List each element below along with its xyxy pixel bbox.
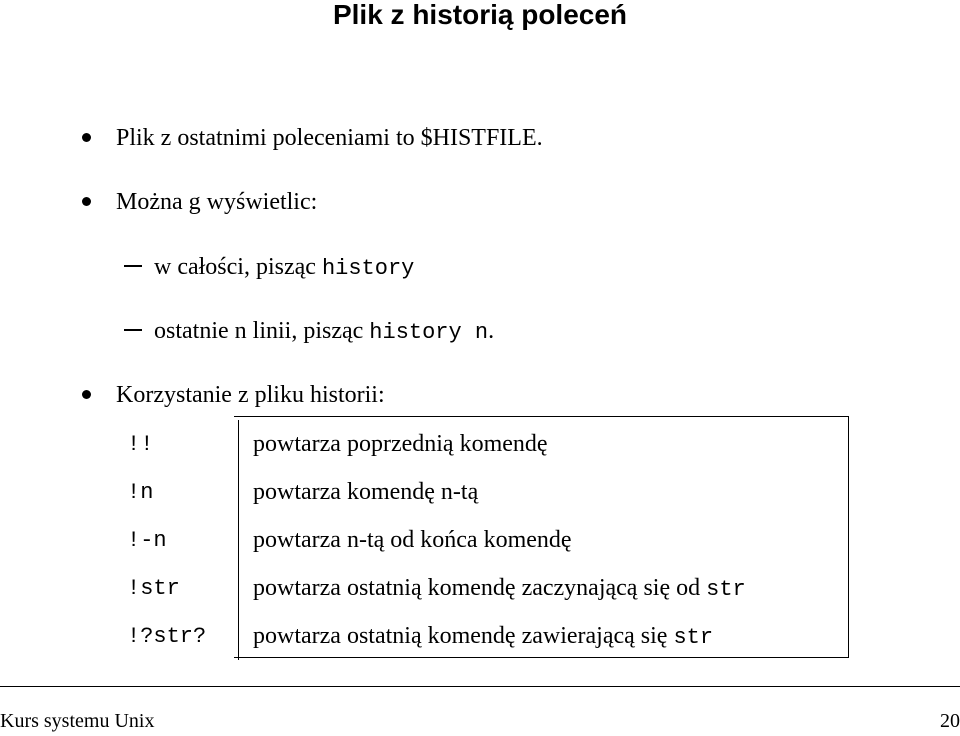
description-code: str <box>706 576 746 602</box>
description-text: powtarza ostatnią komendę zaczynającą się od <box>253 574 707 601</box>
page-title: Plik z historią poleceń <box>332 0 628 30</box>
description-cell <box>239 468 760 516</box>
bullet-text: Można g wyświetlic: <box>116 189 318 215</box>
command-cell: !n <box>127 468 239 516</box>
table-row <box>127 468 760 516</box>
bullet-dot-icon <box>82 133 91 142</box>
dash-icon <box>124 265 142 267</box>
bullet-text: Korzystanie z pliku historii: <box>116 382 385 408</box>
description-text: powtarza ostatnią komendę zawierającą się <box>253 622 674 649</box>
bullet-item <box>82 380 385 410</box>
sub-bullet-text: w całości, pisząc <box>154 254 322 280</box>
description-text: powtarza komendę n-tą <box>253 478 479 505</box>
description-code: str <box>673 624 714 650</box>
command-cell: !?str? <box>127 612 239 660</box>
bullet-dot-icon <box>82 197 91 206</box>
description-text: powtarza poprzednią komendę <box>253 430 548 457</box>
command-cell: !str <box>127 564 239 612</box>
bullet-item <box>82 123 543 153</box>
bullet-item <box>82 187 317 217</box>
description-cell <box>239 564 760 612</box>
inline-code: history n <box>369 320 489 345</box>
command-cell: !-n <box>127 516 239 564</box>
footer-divider <box>0 686 960 687</box>
sub-bullet-item <box>124 252 414 284</box>
dash-icon <box>124 329 142 331</box>
table-row <box>127 612 760 660</box>
description-cell <box>239 420 760 468</box>
command-cell: !! <box>127 420 239 468</box>
bullet-text: Plik z ostatnimi poleceniami to $HISTFILE. <box>116 125 543 151</box>
description-cell <box>239 612 760 660</box>
command-table <box>127 420 760 660</box>
sub-bullet-suffix: . <box>488 318 495 344</box>
description-cell <box>239 516 760 564</box>
sub-bullet-text: ostatnie n linii, pisząc <box>154 318 370 344</box>
table-row <box>127 516 760 564</box>
table-row <box>127 564 760 612</box>
bullet-dot-icon <box>82 390 91 399</box>
table-row <box>127 420 760 468</box>
footer-course-title: Kurs systemu Unix <box>0 710 155 732</box>
sub-bullet-item <box>124 316 494 348</box>
description-text: powtarza n-tą od końca komendę <box>253 526 572 553</box>
inline-code: history <box>321 256 415 281</box>
footer-page-number: 20 <box>940 710 960 732</box>
